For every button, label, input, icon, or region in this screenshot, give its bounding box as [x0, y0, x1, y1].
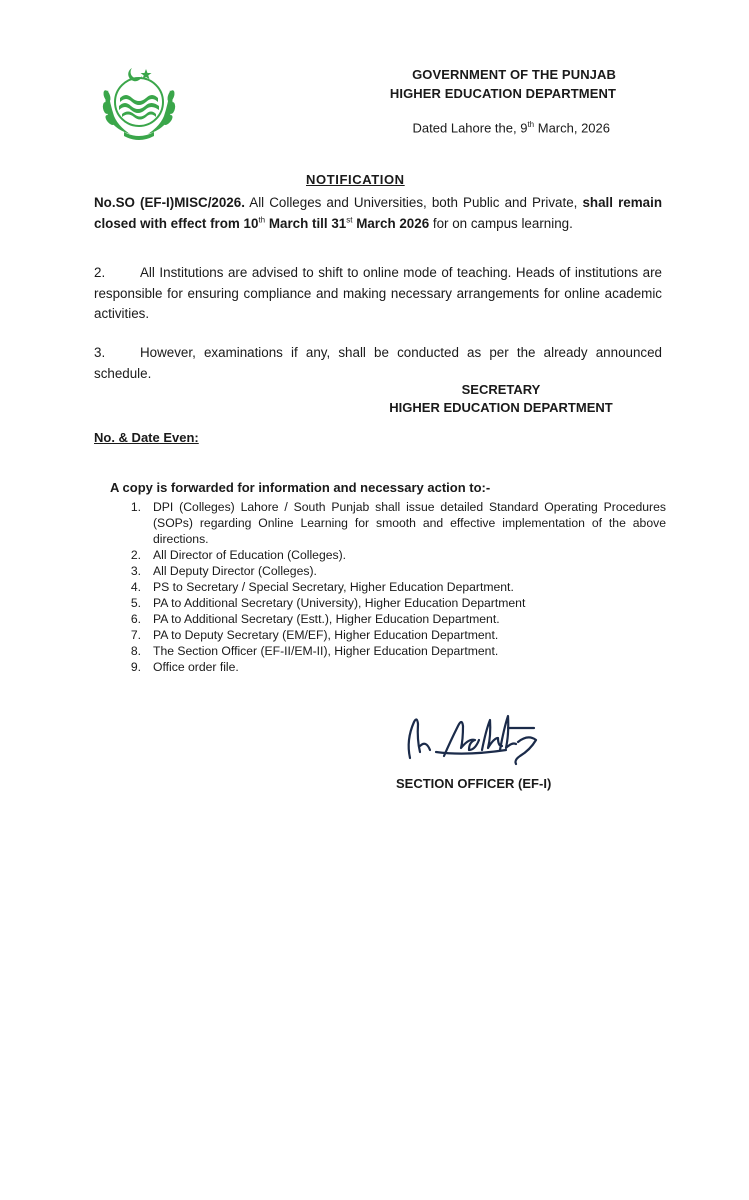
list-item: 7. PA to Deputy Secretary (EM/EF), Higher Education Department.: [130, 628, 499, 642]
paragraph-3: 3. However, examinations if any, shall be conducted as per the already announced schedule.: [94, 345, 662, 381]
secretary-title: SECRETARY: [461, 382, 541, 397]
paragraph-2: 2. All Institutions are advised to shift to online mode of teaching. Heads of institutions are responsible for ensuring compliance and making necessary arrangements for online academic activities.: [94, 265, 662, 321]
dated-line: Dated Lahore the, 9th March, 2026: [412, 120, 610, 136]
paragraph-1: No.SO (EF-I)MISC/2026. All Colleges and Universities, both Public and Private, shall remain closed with effect from 10th March till 31st March 2026 for on campus learning.: [94, 195, 662, 231]
list-item: 3. All Deputy Director (Colleges).: [130, 564, 317, 578]
list-item: 8. The Section Officer (EF-II/EM-II), Higher Education Department.: [130, 644, 499, 658]
secretary-signature-block: [381, 382, 621, 418]
list-item: 4. PS to Secretary / Special Secretary, Higher Education Department.: [130, 580, 514, 594]
copy-forwarded-heading: A copy is forwarded for information and necessary action to:-: [110, 480, 491, 495]
notification-reference: No.SO (EF-I)MISC/2026.: [94, 195, 245, 210]
list-item: 6. PA to Additional Secretary (Estt.), Higher Education Department.: [130, 612, 500, 626]
secretary-department: HIGHER EDUCATION DEPARTMENT: [389, 400, 613, 415]
list-item: 1. DPI (Colleges) Lahore / South Punjab shall issue detailed Standard Operating Procedures (SOPs) regarding Online Learning for smooth and effective implementation of the above directions.: [130, 500, 666, 546]
header-government-line: GOVERNMENT OF THE PUNJAB: [412, 67, 616, 82]
list-item: 5. PA to Additional Secretary (University), Higher Education Department: [130, 596, 526, 610]
list-item: 2. All Director of Education (Colleges).: [130, 548, 347, 562]
notification-title: NOTIFICATION: [306, 172, 405, 187]
section-officer-title: SECTION OFFICER (EF-I): [396, 776, 552, 791]
recipient-list: [112, 499, 666, 675]
handwritten-signature: [396, 706, 564, 772]
header-department-line: HIGHER EDUCATION DEPARTMENT: [389, 86, 616, 101]
list-item: 9. Office order file.: [130, 660, 239, 674]
punjab-government-emblem-icon: [94, 60, 184, 144]
number-and-date-even: No. & Date Even:: [94, 430, 199, 445]
